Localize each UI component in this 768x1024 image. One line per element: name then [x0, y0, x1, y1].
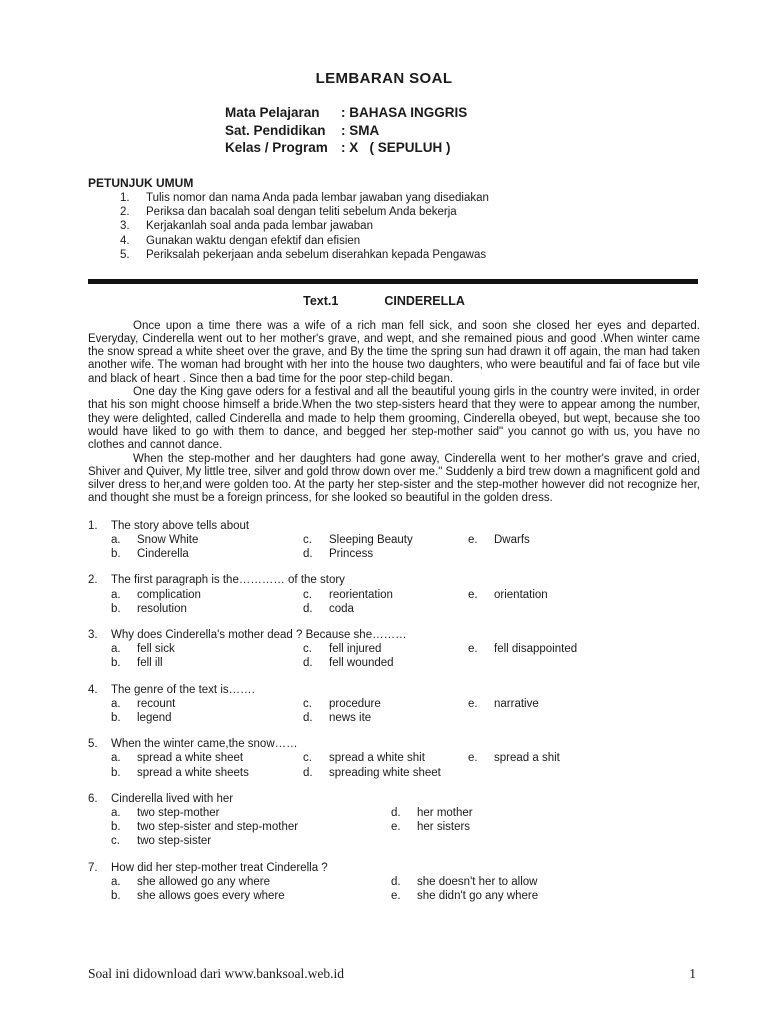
question-header — [88, 683, 700, 697]
option-letter: c. — [303, 588, 312, 601]
meta-row-subject — [225, 104, 768, 122]
option-letter: c. — [303, 533, 312, 546]
meta-label-subject: Mata Pelajaran — [225, 105, 320, 120]
general-instructions — [88, 176, 698, 263]
option-letter: a. — [111, 588, 121, 601]
question-block — [88, 519, 700, 562]
instruction-text: Gunakan waktu dengan efektif dan efisien — [146, 234, 361, 247]
option-text: fell wounded — [329, 657, 394, 670]
option-text: complication — [137, 588, 201, 601]
question-block — [88, 861, 700, 904]
answer-option — [303, 533, 468, 547]
option-text: Sleeping Beauty — [329, 533, 413, 546]
instruction-text: Tulis nomor dan nama Anda pada lembar jawaban yang disediakan — [146, 191, 489, 204]
instruction-text: Kerjakanlah soal anda pada lembar jawaban — [146, 220, 373, 233]
question-number: 4. — [88, 683, 98, 696]
option-letter: d. — [303, 657, 313, 670]
question-text: The genre of the text is……. — [111, 683, 255, 696]
option-text: two step-sister — [137, 835, 212, 848]
instruction-number: 4. — [120, 234, 130, 247]
options-column — [111, 875, 391, 903]
exam-meta — [225, 104, 768, 157]
question-text: When the winter came,the snow…… — [111, 738, 298, 751]
text1-label: Text.1 — [303, 293, 339, 308]
option-text: fell injured — [329, 643, 382, 656]
instruction-number: 2. — [120, 205, 130, 218]
option-text: spread a shit — [494, 752, 560, 765]
answer-option — [391, 889, 700, 903]
option-text: fell ill — [137, 657, 163, 670]
answer-option — [303, 602, 468, 616]
question-text: The first paragraph is the………… of the story — [111, 574, 345, 587]
options-column — [391, 806, 700, 849]
option-text: spread a white shit — [329, 752, 425, 765]
option-text: recount — [137, 697, 176, 710]
question-number: 3. — [88, 628, 98, 641]
option-text: she doesn't her to allow — [417, 875, 538, 888]
reading-passage — [88, 320, 700, 506]
answer-option — [391, 820, 700, 834]
option-text: fell disappointed — [494, 643, 578, 656]
question-number: 1. — [88, 519, 98, 532]
answer-option — [303, 711, 468, 725]
answer-option — [303, 697, 468, 711]
option-letter: b. — [111, 889, 121, 902]
options-column — [468, 697, 700, 725]
options-column — [111, 588, 303, 616]
option-letter: e. — [391, 821, 401, 834]
question-options — [111, 533, 700, 561]
answer-option — [111, 602, 303, 616]
option-letter: b. — [111, 766, 121, 779]
option-text: Cinderella — [137, 548, 189, 561]
option-text: resolution — [137, 602, 187, 615]
instruction-item — [120, 219, 698, 233]
answer-option — [303, 751, 468, 765]
question-text: The story above tells about — [111, 519, 250, 532]
answer-option — [303, 547, 468, 561]
option-letter: d. — [303, 602, 313, 615]
meta-row-school-level — [225, 122, 768, 140]
answer-option — [468, 588, 700, 602]
question-text: Cinderella lived with her — [111, 792, 234, 805]
passage-paragraph: One day the King gave oders for a festival and all the beautiful young girls in the country were invited, in order that his son might choose himself a bride.When the two step-sisters heard that they were to appear among the number, they were delighted, called Cinderella and made to help them grooming, Cinderella obeyed, but wept, because she too would have liked to go with them to dance, and begged her step-mother said" you cannot go with us, you have no clothes and cannot dance. — [88, 386, 700, 452]
answer-option — [303, 588, 468, 602]
option-text: she allowed go any where — [137, 875, 270, 888]
page-title: LEMBARAN SOAL — [315, 70, 453, 87]
instruction-item — [120, 191, 698, 205]
options-column — [468, 642, 700, 670]
options-column — [391, 875, 700, 903]
answer-option — [303, 642, 468, 656]
option-letter: d. — [303, 711, 313, 724]
option-text: Princess — [329, 548, 374, 561]
option-letter: a. — [111, 875, 121, 888]
option-text: Dwarfs — [494, 533, 530, 546]
options-column — [111, 533, 303, 561]
question-header — [88, 519, 700, 533]
option-letter: e. — [468, 533, 478, 546]
question-options — [111, 806, 700, 849]
answer-option — [111, 533, 303, 547]
instruction-number: 1. — [120, 191, 130, 204]
option-text: orientation — [494, 588, 548, 601]
options-column — [468, 533, 700, 561]
option-letter: a. — [111, 752, 121, 765]
instruction-item — [120, 234, 698, 248]
answer-option — [111, 588, 303, 602]
option-letter: e. — [468, 697, 478, 710]
answer-option — [391, 875, 700, 889]
question-options — [111, 697, 700, 725]
answer-option — [111, 697, 303, 711]
option-text: procedure — [329, 697, 381, 710]
options-column — [303, 533, 468, 561]
option-letter: a. — [111, 697, 121, 710]
question-block — [88, 737, 700, 780]
instruction-item — [120, 248, 698, 262]
text1-heading — [0, 293, 768, 309]
option-text: she allows goes every where — [137, 889, 285, 902]
answer-option — [391, 806, 700, 820]
question-block — [88, 683, 700, 726]
option-text: coda — [329, 602, 354, 615]
answer-option — [111, 889, 391, 903]
option-text: fell sick — [137, 643, 175, 656]
instruction-text: Periksa dan bacalah soal dengan teliti sebelum Anda bekerja — [146, 205, 457, 218]
question-text: How did her step-mother treat Cinderella ? — [111, 861, 328, 874]
option-letter: b. — [111, 657, 121, 670]
option-letter: a. — [111, 806, 121, 819]
instruction-number: 3. — [120, 220, 130, 233]
question-block — [88, 792, 700, 849]
option-text: news ite — [329, 711, 372, 724]
option-letter: c. — [303, 697, 312, 710]
option-text: her sisters — [417, 821, 471, 834]
footer-source-text: Soal ini didownload dari www.banksoal.web.id — [88, 966, 344, 981]
answer-option — [303, 656, 468, 670]
question-number: 6. — [88, 792, 98, 805]
meta-label-school-level: Sat. Pendidikan — [225, 122, 326, 138]
meta-row-class-program — [225, 139, 768, 157]
answer-option — [111, 656, 303, 670]
answer-option — [111, 642, 303, 656]
meta-value-class-program: : X ( SEPULUH ) — [341, 140, 451, 155]
option-text: Snow White — [137, 533, 199, 546]
option-letter: a. — [111, 533, 121, 546]
options-column — [468, 588, 700, 616]
question-list — [88, 519, 700, 903]
option-letter: b. — [111, 602, 121, 615]
options-column — [303, 697, 468, 725]
answer-option — [468, 642, 700, 656]
option-letter: a. — [111, 643, 121, 656]
option-letter: d. — [303, 766, 313, 779]
text1-title: CINDERELLA — [384, 293, 465, 308]
page-number: 1 — [689, 966, 696, 981]
option-letter: b. — [111, 821, 121, 834]
answer-option — [111, 820, 391, 834]
instructions-heading: PETUNJUK UMUM — [88, 175, 194, 190]
option-text: she didn't go any where — [417, 889, 539, 902]
question-number: 5. — [88, 738, 98, 751]
answer-option — [111, 547, 303, 561]
options-column — [468, 751, 700, 779]
option-letter: e. — [468, 643, 478, 656]
instruction-number: 5. — [120, 249, 130, 262]
options-column — [111, 751, 303, 779]
question-text: Why does Cinderella's mother dead ? Because she……… — [111, 628, 407, 641]
instructions-list — [88, 191, 698, 263]
answer-option — [468, 697, 700, 711]
meta-value-school-level: : SMA — [341, 122, 380, 138]
question-options — [111, 642, 700, 670]
meta-label-class-program: Kelas / Program — [225, 140, 328, 155]
option-text: two step-mother — [137, 806, 220, 819]
page-footer — [88, 966, 696, 982]
answer-option — [111, 875, 391, 889]
question-header — [88, 792, 700, 806]
options-column — [111, 642, 303, 670]
option-text: her mother — [417, 806, 473, 819]
option-letter: c. — [303, 752, 312, 765]
answer-option — [111, 834, 391, 848]
option-letter: c. — [111, 835, 120, 848]
answer-option — [111, 711, 303, 725]
question-options — [111, 875, 700, 903]
question-header — [88, 628, 700, 642]
options-column — [111, 806, 391, 849]
options-column — [111, 697, 303, 725]
instruction-text: Periksalah pekerjaan anda sebelum diserahkan kepada Pengawas — [146, 249, 487, 262]
answer-option — [111, 806, 391, 820]
question-block — [88, 628, 700, 671]
option-text: reorientation — [329, 588, 393, 601]
option-letter: d. — [303, 548, 313, 561]
question-header — [88, 861, 700, 875]
answer-option — [111, 766, 303, 780]
option-text: spread a white sheet — [137, 752, 244, 765]
option-letter: b. — [111, 548, 121, 561]
question-header — [88, 737, 700, 751]
option-letter: e. — [468, 588, 478, 601]
answer-option — [468, 533, 700, 547]
answer-option — [303, 766, 468, 780]
options-column — [303, 642, 468, 670]
option-letter: b. — [111, 711, 121, 724]
question-header — [88, 573, 700, 587]
section-divider-rule — [88, 279, 698, 284]
option-text: narrative — [494, 697, 539, 710]
question-block — [88, 573, 700, 616]
option-letter: c. — [303, 643, 312, 656]
option-letter: d. — [391, 806, 401, 819]
option-text: spread a white sheets — [137, 766, 249, 779]
option-letter: e. — [391, 889, 401, 902]
options-column — [303, 588, 468, 616]
meta-value-subject: : BAHASA INGGRIS — [341, 105, 468, 120]
question-options — [111, 751, 700, 779]
options-column — [303, 751, 468, 779]
passage-paragraph: Once upon a time there was a wife of a rich man fell sick, and soon she closed her eyes and departed. Everyday, Cinderella went out to her mother's grave, and wept, and she remained pious and good .When winter came the snow spread a white sheet over the grave, and By the time the spring sun had drawn it off again, the man had taken another wife. The woman had brought with her into the house two daughters, who were beautiful and fai of face but vile and black of heart . Since then a bad time for the poor step-child began. — [88, 319, 700, 385]
question-number: 2. — [88, 574, 98, 587]
passage-paragraph: When the step-mother and her daughters had gone away, Cinderella went to her mother's grave and cried, Shiver and Quiver, My little tree, silver and gold throw down over me." Suddenly a bird trew down a magnificent gold and silver dress to her,and were golden too. At the party her step-sister and the step-mother however did not recognize her, and thought she must be a foreign princess, for she looked so beautiful in the golden dress. — [88, 452, 700, 505]
answer-option — [111, 751, 303, 765]
question-options — [111, 588, 700, 616]
option-letter: e. — [468, 752, 478, 765]
instruction-item — [120, 205, 698, 219]
question-number: 7. — [88, 861, 98, 874]
option-text: spreading white sheet — [329, 766, 441, 779]
option-text: legend — [137, 711, 172, 724]
option-text: two step-sister and step-mother — [137, 821, 299, 834]
answer-option — [468, 751, 700, 765]
option-letter: d. — [391, 875, 401, 888]
